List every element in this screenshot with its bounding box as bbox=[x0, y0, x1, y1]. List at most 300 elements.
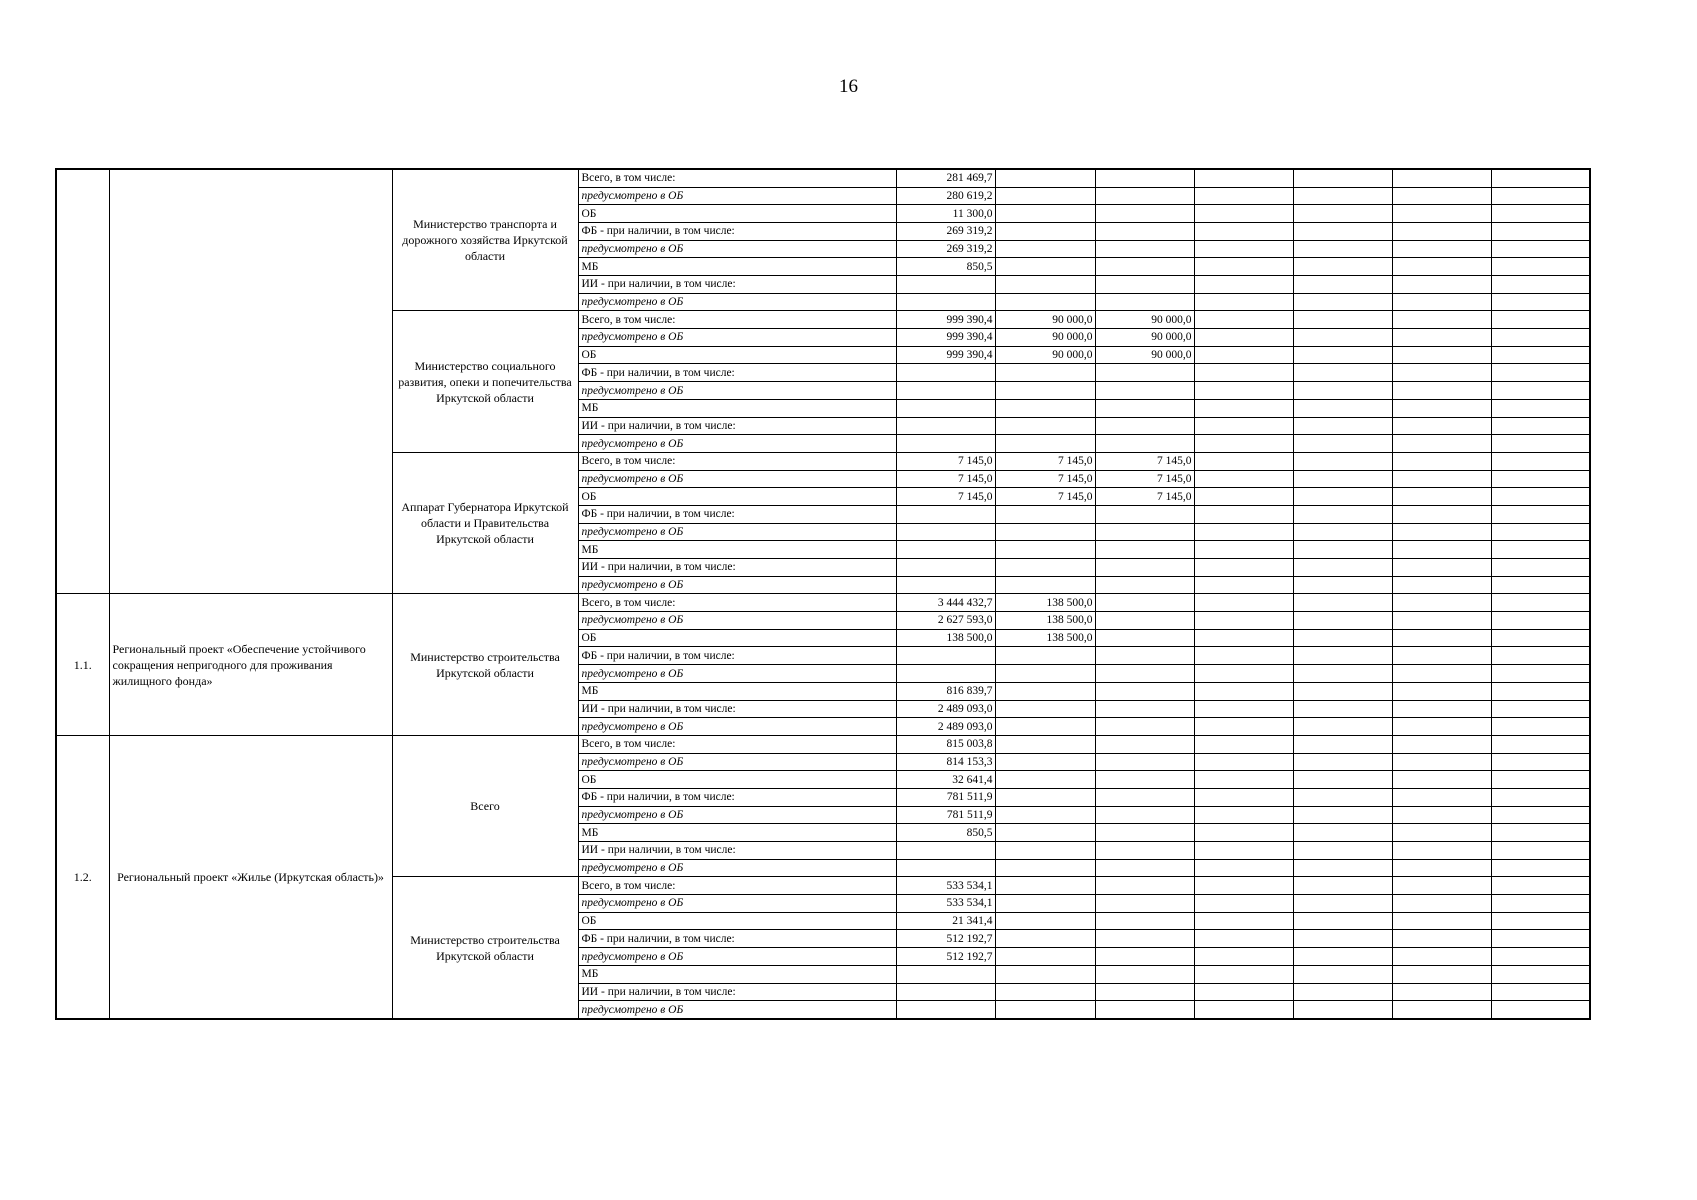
amount-cell bbox=[1392, 948, 1491, 966]
amount-cell bbox=[1293, 541, 1392, 559]
amount-cell bbox=[1293, 399, 1392, 417]
amount-cell: 999 390,4 bbox=[896, 346, 995, 364]
amount-cell bbox=[1293, 682, 1392, 700]
amount-cell bbox=[995, 895, 1095, 913]
amount-cell bbox=[1293, 665, 1392, 683]
amount-cell bbox=[1194, 258, 1293, 276]
funding-source-label: предусмотрено в ОБ bbox=[578, 895, 896, 913]
amount-cell: 90 000,0 bbox=[1095, 346, 1194, 364]
amount-cell bbox=[1491, 788, 1590, 806]
amount-cell bbox=[995, 399, 1095, 417]
amount-cell bbox=[896, 505, 995, 523]
amount-cell bbox=[1293, 859, 1392, 877]
funding-source-label: ФБ - при наличии, в том числе: bbox=[578, 364, 896, 382]
amount-cell bbox=[1293, 258, 1392, 276]
amount-cell bbox=[1491, 753, 1590, 771]
amount-cell bbox=[1095, 647, 1194, 665]
amount-cell bbox=[1095, 541, 1194, 559]
amount-cell bbox=[1392, 665, 1491, 683]
amount-cell: 90 000,0 bbox=[1095, 311, 1194, 329]
amount-cell bbox=[1095, 417, 1194, 435]
amount-cell bbox=[1194, 771, 1293, 789]
amount-cell bbox=[1392, 753, 1491, 771]
amount-cell bbox=[1293, 311, 1392, 329]
funding-source-label: предусмотрено в ОБ bbox=[578, 612, 896, 630]
amount-cell bbox=[1194, 488, 1293, 506]
amount-cell bbox=[1392, 258, 1491, 276]
amount-cell bbox=[1293, 594, 1392, 612]
amount-cell bbox=[1491, 912, 1590, 930]
amount-cell bbox=[1293, 169, 1392, 187]
amount-cell bbox=[1491, 735, 1590, 753]
amount-cell bbox=[1491, 382, 1590, 400]
amount-cell bbox=[1194, 682, 1293, 700]
amount-cell bbox=[1392, 859, 1491, 877]
amount-cell bbox=[1392, 576, 1491, 594]
executor-name: Всего bbox=[392, 735, 578, 877]
funding-source-label: предусмотрено в ОБ bbox=[578, 665, 896, 683]
amount-cell bbox=[1095, 559, 1194, 577]
amount-cell bbox=[1293, 222, 1392, 240]
amount-cell bbox=[1293, 488, 1392, 506]
amount-cell bbox=[1293, 629, 1392, 647]
amount-cell bbox=[896, 983, 995, 1001]
amount-cell bbox=[1194, 187, 1293, 205]
amount-cell bbox=[1491, 364, 1590, 382]
amount-cell bbox=[1194, 470, 1293, 488]
amount-cell bbox=[1293, 965, 1392, 983]
amount-cell bbox=[1491, 399, 1590, 417]
amount-cell bbox=[1392, 382, 1491, 400]
executor-name: Аппарат Губернатора Иркутской области и Правительства Иркутской области bbox=[392, 452, 578, 594]
amount-cell bbox=[1194, 965, 1293, 983]
amount-cell bbox=[1293, 1001, 1392, 1019]
amount-cell bbox=[995, 965, 1095, 983]
amount-cell bbox=[896, 647, 995, 665]
funding-source-label: предусмотрено в ОБ bbox=[578, 948, 896, 966]
amount-cell bbox=[1194, 576, 1293, 594]
amount-cell bbox=[1491, 293, 1590, 311]
amount-cell bbox=[1491, 240, 1590, 258]
amount-cell: 512 192,7 bbox=[896, 930, 995, 948]
amount-cell bbox=[1095, 364, 1194, 382]
amount-cell: 269 319,2 bbox=[896, 222, 995, 240]
amount-cell bbox=[1194, 647, 1293, 665]
amount-cell bbox=[995, 718, 1095, 736]
funding-source-label: предусмотрено в ОБ bbox=[578, 470, 896, 488]
amount-cell bbox=[1095, 399, 1194, 417]
amount-cell bbox=[995, 417, 1095, 435]
amount-cell bbox=[1194, 700, 1293, 718]
amount-cell: 7 145,0 bbox=[995, 452, 1095, 470]
amount-cell: 7 145,0 bbox=[995, 488, 1095, 506]
funding-source-label: Всего, в том числе: bbox=[578, 877, 896, 895]
amount-cell bbox=[1293, 576, 1392, 594]
amount-cell bbox=[1392, 594, 1491, 612]
amount-cell bbox=[1293, 329, 1392, 347]
amount-cell bbox=[995, 222, 1095, 240]
amount-cell bbox=[1491, 541, 1590, 559]
amount-cell bbox=[1194, 718, 1293, 736]
amount-cell bbox=[995, 258, 1095, 276]
amount-cell bbox=[1392, 435, 1491, 453]
amount-cell bbox=[1194, 629, 1293, 647]
amount-cell bbox=[1293, 417, 1392, 435]
amount-cell bbox=[1095, 435, 1194, 453]
amount-cell: 138 500,0 bbox=[995, 594, 1095, 612]
funding-source-label: предусмотрено в ОБ bbox=[578, 329, 896, 347]
amount-cell bbox=[995, 293, 1095, 311]
amount-cell bbox=[1392, 735, 1491, 753]
amount-cell bbox=[1194, 505, 1293, 523]
amount-cell bbox=[1293, 753, 1392, 771]
amount-cell bbox=[1392, 842, 1491, 860]
project-name: Региональный проект «Обеспечение устойчивого сокращения непригодного для проживания жилищного фонда» bbox=[109, 594, 392, 736]
amount-cell: 816 839,7 bbox=[896, 682, 995, 700]
amount-cell: 2 489 093,0 bbox=[896, 718, 995, 736]
amount-cell: 7 145,0 bbox=[995, 470, 1095, 488]
amount-cell bbox=[995, 753, 1095, 771]
amount-cell: 7 145,0 bbox=[896, 488, 995, 506]
amount-cell bbox=[1491, 488, 1590, 506]
amount-cell bbox=[1392, 718, 1491, 736]
amount-cell bbox=[1392, 930, 1491, 948]
amount-cell bbox=[1194, 240, 1293, 258]
funding-source-label: предусмотрено в ОБ bbox=[578, 718, 896, 736]
funding-source-label: ФБ - при наличии, в том числе: bbox=[578, 505, 896, 523]
funding-source-label: ИИ - при наличии, в том числе: bbox=[578, 983, 896, 1001]
amount-cell bbox=[896, 965, 995, 983]
row-number: 1.1. bbox=[56, 594, 109, 736]
table-row bbox=[56, 169, 1590, 187]
amount-cell bbox=[1194, 912, 1293, 930]
amount-cell: 3 444 432,7 bbox=[896, 594, 995, 612]
amount-cell bbox=[1392, 824, 1491, 842]
amount-cell bbox=[1095, 806, 1194, 824]
amount-cell bbox=[1095, 788, 1194, 806]
amount-cell bbox=[896, 665, 995, 683]
amount-cell: 21 341,4 bbox=[896, 912, 995, 930]
funding-source-label: предусмотрено в ОБ bbox=[578, 859, 896, 877]
amount-cell bbox=[1491, 559, 1590, 577]
executor-name: Министерство транспорта и дорожного хозяйства Иркутской области bbox=[392, 169, 578, 311]
amount-cell: 138 500,0 bbox=[896, 629, 995, 647]
funding-source-label: МБ bbox=[578, 965, 896, 983]
amount-cell: 533 534,1 bbox=[896, 895, 995, 913]
amount-cell bbox=[1392, 205, 1491, 223]
amount-cell bbox=[1095, 612, 1194, 630]
amount-cell bbox=[1095, 523, 1194, 541]
amount-cell: 138 500,0 bbox=[995, 629, 1095, 647]
amount-cell bbox=[995, 523, 1095, 541]
amount-cell bbox=[1392, 983, 1491, 1001]
amount-cell bbox=[1293, 612, 1392, 630]
amount-cell bbox=[1194, 824, 1293, 842]
amount-cell bbox=[1392, 912, 1491, 930]
amount-cell bbox=[1293, 824, 1392, 842]
amount-cell: 7 145,0 bbox=[1095, 470, 1194, 488]
amount-cell bbox=[1194, 842, 1293, 860]
amount-cell bbox=[1491, 824, 1590, 842]
funding-source-label: предусмотрено в ОБ bbox=[578, 187, 896, 205]
amount-cell bbox=[995, 877, 1095, 895]
amount-cell bbox=[1095, 859, 1194, 877]
amount-cell bbox=[995, 859, 1095, 877]
row-number: 1.2. bbox=[56, 735, 109, 1018]
amount-cell bbox=[995, 735, 1095, 753]
amount-cell bbox=[896, 417, 995, 435]
amount-cell bbox=[995, 576, 1095, 594]
amount-cell bbox=[1491, 700, 1590, 718]
amount-cell bbox=[896, 576, 995, 594]
amount-cell bbox=[1392, 293, 1491, 311]
amount-cell bbox=[1491, 877, 1590, 895]
amount-cell bbox=[896, 364, 995, 382]
amount-cell bbox=[1095, 594, 1194, 612]
amount-cell bbox=[1194, 753, 1293, 771]
amount-cell: 269 319,2 bbox=[896, 240, 995, 258]
table-row bbox=[56, 594, 1590, 612]
amount-cell bbox=[1392, 311, 1491, 329]
amount-cell bbox=[995, 771, 1095, 789]
amount-cell bbox=[995, 788, 1095, 806]
funding-source-label: предусмотрено в ОБ bbox=[578, 576, 896, 594]
amount-cell bbox=[995, 647, 1095, 665]
amount-cell bbox=[1491, 948, 1590, 966]
amount-cell bbox=[1392, 452, 1491, 470]
amount-cell bbox=[995, 912, 1095, 930]
amount-cell bbox=[1194, 329, 1293, 347]
amount-cell bbox=[1392, 788, 1491, 806]
amount-cell: 7 145,0 bbox=[1095, 488, 1194, 506]
amount-cell bbox=[1095, 382, 1194, 400]
amount-cell bbox=[1293, 735, 1392, 753]
funding-source-label: ФБ - при наличии, в том числе: bbox=[578, 788, 896, 806]
amount-cell bbox=[1194, 399, 1293, 417]
amount-cell bbox=[1392, 647, 1491, 665]
amount-cell bbox=[1293, 948, 1392, 966]
amount-cell bbox=[995, 948, 1095, 966]
funding-source-label: предусмотрено в ОБ bbox=[578, 435, 896, 453]
amount-cell bbox=[1392, 806, 1491, 824]
amount-cell bbox=[896, 435, 995, 453]
amount-cell bbox=[1095, 983, 1194, 1001]
executor-name: Министерство строительства Иркутской области bbox=[392, 877, 578, 1019]
funding-source-label: ОБ bbox=[578, 346, 896, 364]
amount-cell bbox=[1491, 771, 1590, 789]
funding-source-label: ФБ - при наличии, в том числе: bbox=[578, 647, 896, 665]
amount-cell: 533 534,1 bbox=[896, 877, 995, 895]
amount-cell bbox=[1392, 329, 1491, 347]
amount-cell: 7 145,0 bbox=[1095, 452, 1194, 470]
amount-cell bbox=[1194, 382, 1293, 400]
amount-cell bbox=[1392, 222, 1491, 240]
amount-cell: 850,5 bbox=[896, 258, 995, 276]
amount-cell bbox=[1194, 293, 1293, 311]
amount-cell bbox=[1095, 169, 1194, 187]
amount-cell bbox=[1491, 594, 1590, 612]
amount-cell bbox=[1293, 276, 1392, 294]
amount-cell bbox=[1392, 541, 1491, 559]
amount-cell bbox=[1392, 505, 1491, 523]
amount-cell bbox=[995, 169, 1095, 187]
row-number bbox=[56, 169, 109, 594]
amount-cell bbox=[1293, 700, 1392, 718]
amount-cell bbox=[1095, 842, 1194, 860]
amount-cell bbox=[1293, 187, 1392, 205]
executor-name: Министерство строительства Иркутской области bbox=[392, 594, 578, 736]
amount-cell bbox=[1392, 470, 1491, 488]
funding-source-label: предусмотрено в ОБ bbox=[578, 293, 896, 311]
amount-cell bbox=[1491, 329, 1590, 347]
amount-cell bbox=[896, 842, 995, 860]
funding-source-label: МБ bbox=[578, 258, 896, 276]
amount-cell bbox=[1491, 859, 1590, 877]
amount-cell bbox=[1194, 859, 1293, 877]
amount-cell: 32 641,4 bbox=[896, 771, 995, 789]
amount-cell bbox=[1293, 505, 1392, 523]
amount-cell bbox=[1095, 505, 1194, 523]
amount-cell bbox=[1491, 895, 1590, 913]
amount-cell bbox=[1194, 983, 1293, 1001]
amount-cell bbox=[1392, 187, 1491, 205]
amount-cell bbox=[1392, 612, 1491, 630]
amount-cell bbox=[896, 1001, 995, 1019]
table-row bbox=[56, 735, 1590, 753]
amount-cell bbox=[1491, 806, 1590, 824]
amount-cell bbox=[1095, 1001, 1194, 1019]
amount-cell bbox=[1095, 718, 1194, 736]
amount-cell bbox=[1095, 895, 1194, 913]
funding-source-label: МБ bbox=[578, 682, 896, 700]
amount-cell bbox=[1491, 965, 1590, 983]
amount-cell: 281 469,7 bbox=[896, 169, 995, 187]
amount-cell: 781 511,9 bbox=[896, 788, 995, 806]
amount-cell bbox=[995, 930, 1095, 948]
amount-cell bbox=[1194, 665, 1293, 683]
funding-source-label: ОБ bbox=[578, 629, 896, 647]
amount-cell bbox=[1491, 417, 1590, 435]
amount-cell bbox=[896, 276, 995, 294]
amount-cell bbox=[1392, 346, 1491, 364]
amount-cell bbox=[1293, 895, 1392, 913]
amount-cell bbox=[1095, 753, 1194, 771]
amount-cell bbox=[1293, 523, 1392, 541]
amount-cell bbox=[1095, 824, 1194, 842]
amount-cell bbox=[1392, 488, 1491, 506]
amount-cell bbox=[995, 240, 1095, 258]
amount-cell bbox=[995, 983, 1095, 1001]
amount-cell bbox=[1491, 187, 1590, 205]
amount-cell bbox=[1293, 806, 1392, 824]
amount-cell bbox=[1194, 435, 1293, 453]
amount-cell: 512 192,7 bbox=[896, 948, 995, 966]
funding-source-label: МБ bbox=[578, 824, 896, 842]
amount-cell bbox=[1095, 965, 1194, 983]
amount-cell bbox=[1293, 559, 1392, 577]
amount-cell bbox=[1095, 930, 1194, 948]
amount-cell bbox=[1293, 452, 1392, 470]
project-name bbox=[109, 169, 392, 594]
amount-cell bbox=[1293, 382, 1392, 400]
amount-cell bbox=[995, 435, 1095, 453]
amount-cell: 999 390,4 bbox=[896, 329, 995, 347]
amount-cell bbox=[1095, 240, 1194, 258]
project-name: Региональный проект «Жилье (Иркутская область)» bbox=[109, 735, 392, 1018]
amount-cell bbox=[1392, 364, 1491, 382]
amount-cell bbox=[995, 187, 1095, 205]
amount-cell bbox=[1293, 647, 1392, 665]
amount-cell: 999 390,4 bbox=[896, 311, 995, 329]
amount-cell: 90 000,0 bbox=[995, 329, 1095, 347]
amount-cell bbox=[1194, 806, 1293, 824]
amount-cell bbox=[1491, 523, 1590, 541]
amount-cell bbox=[1194, 169, 1293, 187]
amount-cell bbox=[1095, 700, 1194, 718]
amount-cell bbox=[1491, 452, 1590, 470]
amount-cell: 850,5 bbox=[896, 824, 995, 842]
amount-cell: 7 145,0 bbox=[896, 470, 995, 488]
amount-cell bbox=[1095, 735, 1194, 753]
amount-cell bbox=[1392, 523, 1491, 541]
amount-cell bbox=[1491, 222, 1590, 240]
amount-cell bbox=[1095, 948, 1194, 966]
amount-cell: 7 145,0 bbox=[896, 452, 995, 470]
funding-source-label: предусмотрено в ОБ bbox=[578, 806, 896, 824]
funding-source-label: МБ bbox=[578, 399, 896, 417]
amount-cell bbox=[1392, 629, 1491, 647]
funding-source-label: предусмотрено в ОБ bbox=[578, 240, 896, 258]
amount-cell bbox=[1392, 169, 1491, 187]
amount-cell bbox=[1392, 276, 1491, 294]
amount-cell bbox=[1293, 771, 1392, 789]
funding-source-label: ИИ - при наличии, в том числе: bbox=[578, 700, 896, 718]
amount-cell bbox=[1293, 930, 1392, 948]
amount-cell bbox=[1491, 665, 1590, 683]
amount-cell bbox=[896, 399, 995, 417]
funding-source-label: Всего, в том числе: bbox=[578, 311, 896, 329]
amount-cell bbox=[995, 505, 1095, 523]
amount-cell bbox=[995, 205, 1095, 223]
amount-cell: 2 489 093,0 bbox=[896, 700, 995, 718]
amount-cell bbox=[1293, 205, 1392, 223]
amount-cell bbox=[1491, 983, 1590, 1001]
funding-source-label: ИИ - при наличии, в том числе: bbox=[578, 417, 896, 435]
funding-source-label: ФБ - при наличии, в том числе: bbox=[578, 930, 896, 948]
amount-cell bbox=[1095, 682, 1194, 700]
amount-cell bbox=[1392, 965, 1491, 983]
amount-cell bbox=[1293, 470, 1392, 488]
amount-cell bbox=[1392, 877, 1491, 895]
amount-cell bbox=[1392, 240, 1491, 258]
amount-cell bbox=[896, 859, 995, 877]
amount-cell bbox=[1491, 647, 1590, 665]
amount-cell bbox=[1392, 895, 1491, 913]
amount-cell bbox=[1194, 1001, 1293, 1019]
amount-cell bbox=[896, 541, 995, 559]
amount-cell bbox=[1095, 276, 1194, 294]
amount-cell bbox=[1194, 205, 1293, 223]
amount-cell bbox=[896, 382, 995, 400]
amount-cell bbox=[995, 541, 1095, 559]
amount-cell bbox=[1491, 205, 1590, 223]
amount-cell bbox=[1194, 948, 1293, 966]
funding-source-label: предусмотрено в ОБ bbox=[578, 753, 896, 771]
amount-cell bbox=[1491, 276, 1590, 294]
amount-cell bbox=[995, 682, 1095, 700]
funding-source-label: Всего, в том числе: bbox=[578, 594, 896, 612]
amount-cell bbox=[1293, 364, 1392, 382]
